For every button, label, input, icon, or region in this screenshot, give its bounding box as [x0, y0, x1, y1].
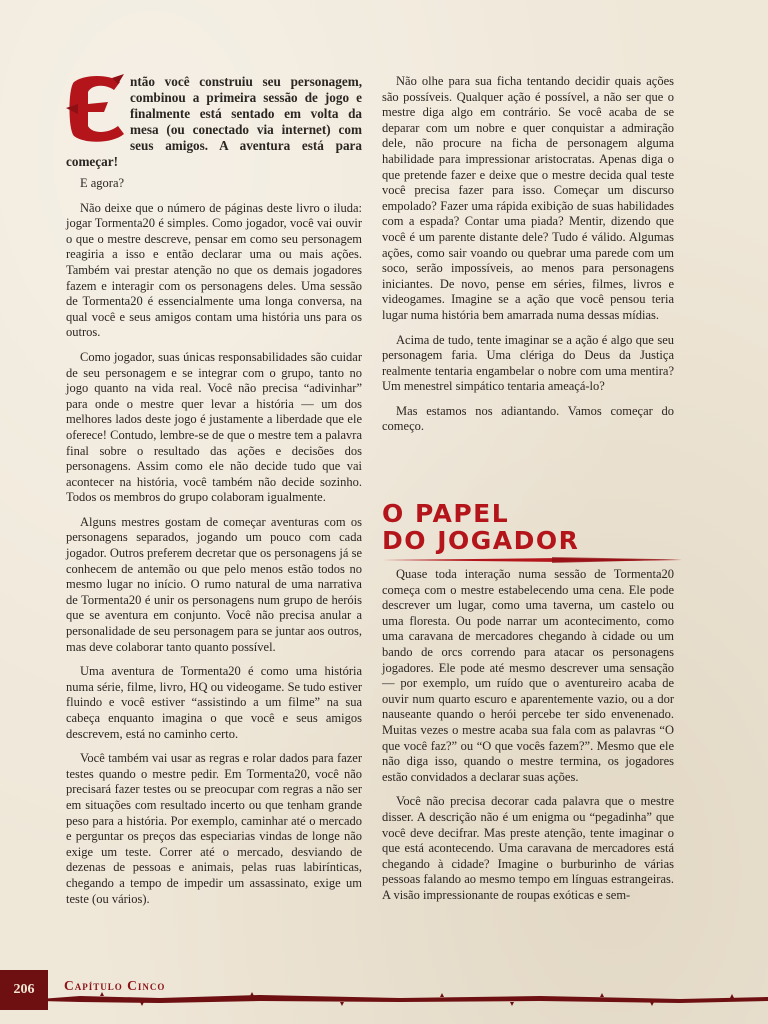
paragraph: Mas estamos nos adiantando. Vamos começar do começo.	[382, 403, 674, 434]
dropcap	[64, 74, 126, 144]
left-column	[66, 74, 362, 916]
section-rule-icon	[382, 555, 682, 565]
paragraph: Como jogador, suas únicas responsabilidades são cuidar de seu personagem e se integrar com o grupo, tanto no jogo quanto na vida real. Você não precisa “adivinhar” para onde o mestre quer levar a história — um dos melhores lados deste jogo é justamente a liberdade que ele oferece! Contudo, lembre-se de que o mestre tem a palavra final sobre o resultado das ações e decisões dos personagens. Assim como ele não decide tudo que vai acontecer na história, você também não decide sozinho. Todos os membros do grupo colaboram igualmente.	[66, 349, 362, 505]
paragraph: Quase toda interação numa sessão de Tormenta20 começa com o mestre estabelecendo uma cena. Ele pode descrever um lugar, como uma taverna, um castelo ou uma floresta. Ou pode narrar um acontecimento, como uma caravana de mercadores chegando à cidade ou um bando de orcs correndo para atacar os personagens jogadores. Ele pode até mesmo descrever uma sensação — por exemplo, um ruído que o aventureiro acaba de ouvir num quarto escuro e aparentemente vazio, ou a dor nauseante quando o herói percebe ter sido envenenado. Muitas vezes o mestre acaba sua fala com as palavras “O que você faz?” ou “O que vocês fazem?”. Mesmo que ele não diga isso, quando o mestre termina, os jogadores estão convidados a declarar suas ações.	[382, 567, 674, 784]
page-number: 206	[0, 970, 48, 1010]
paragraph: Acima de tudo, tente imaginar se a ação é algo que seu personagem faria. Uma clériga do Deus da Justiça realmente tentaria engambelar o nobre com uma mentira? Um menestrel simpático tentaria ameaçá-lo?	[382, 332, 674, 394]
page-footer	[0, 964, 768, 1024]
intro-paragraph: ntão você construiu seu personagem, combinou a primeira sessão de jogo e finalmente está sentado em volta da mesa (ou conectado via internet) com seus amigos. A aventura está para começar!	[66, 74, 362, 169]
right-column-bottom	[382, 567, 674, 912]
chapter-label: Capítulo Cinco	[64, 978, 166, 993]
footer-rule-icon	[40, 992, 768, 1006]
right-column-top	[382, 74, 674, 444]
paragraph: Alguns mestres gostam de começar aventuras com os personagens separados, jogando um pouco com cada jogador. Outros preferem decretar que os personagens já se conhecem de antemão ou que pelo menos estão todos no mesmo lugar no início. O rumo natural de uma narrativa de Tormenta20 é unir os personagens num grupo de heróis que se aventura em conjunto. Você não precisa anular a personalidade de seu personagem para se juntar aos outros, mas deve colaborar tanto quanto possível.	[66, 514, 362, 654]
section-title	[382, 500, 682, 554]
section-title-line-2: DO JOGADOR	[382, 526, 580, 555]
paragraph: Você não precisa decorar cada palavra que o mestre disser. A descrição não é um enigma ou “pegadinha” que você deve decifrar. Mas preste atenção, tente imaginar o que está acontecendo. Uma caravana de mercadores está chegando à cidade? Imagine o burburinho de várias pessoas falando ao mesmo tempo em línguas estrangeiras. A visão impressionante de roupas exóticas e sem-	[382, 794, 674, 902]
section-title-line-1: O PAPEL	[382, 499, 510, 528]
dropcap-e-icon	[64, 74, 126, 144]
paragraph: E agora?	[80, 176, 125, 190]
paragraph: Você também vai usar as regras e rolar dados para fazer testes quando o mestre pedir. Em Tormenta20, você não precisará fazer testes ou se preocupar com regras a não ser em situações com resultado incerto ou que tenham grande peso para a história. Por exemplo, caminhar até o mercado e perguntar os preços das especiarias vindas de longe não exige um teste. Correr até o mercado, desviando de dezenas de pessoas e animais, pelas ruas labirínticas, chegando a tempo de impedir um assassinato, exige um teste (ou vários).	[66, 751, 362, 906]
paragraph: Uma aventura de Tormenta20 é como uma história numa série, filme, livro, HQ ou videogame. Se tudo estiver fluindo e você estiver “assistindo a um filme” na sua cabeça enquanto imagina o que você e seus amigos descrevem, está no caminho certo.	[66, 664, 362, 741]
paragraph: Não deixe que o número de páginas deste livro o iluda: jogar Tormenta20 é simples. Como jogador, você vai ouvir o que o mestre descreve, pensar em como seu personagem reagiria a isso e então declarar uma ou mais ações. Também vai prestar atenção no que os demais jogadores fazem e interagir com os personagens deles. Uma sessão de Tormenta20 é essencialmente uma longa conversa, na qual você e seus amigos contam uma história uns para os outros.	[66, 200, 362, 340]
paragraph: Não olhe para sua ficha tentando decidir quais ações são possíveis. Qualquer ação é possível, a não ser que o mestre diga algo em contrário. Se você acaba de se deparar com um nobre e quer conquistar a admiração dele, não procure na ficha de personagem alguma habilidade para impressionar aristocratas. Apenas diga o que pretende fazer e deixe que o mestre decida qual teste você precisa fazer para isso. Começar um discurso empolado? Fazer uma rápida exibição de suas habilidades com a espada? Contar uma piada? Mentir, dizendo que você é um parente distante dele? Tudo é válido. Algumas ações, como sair voando ou quebrar uma parede com um soco, serão impossíveis, ao menos para personagens iniciantes. De novo, pense em séries, filmes, livros e videogames. Imagine se a ação que você pensou teria lugar numa história bem amarrada numa dessas mídias.	[382, 74, 674, 322]
